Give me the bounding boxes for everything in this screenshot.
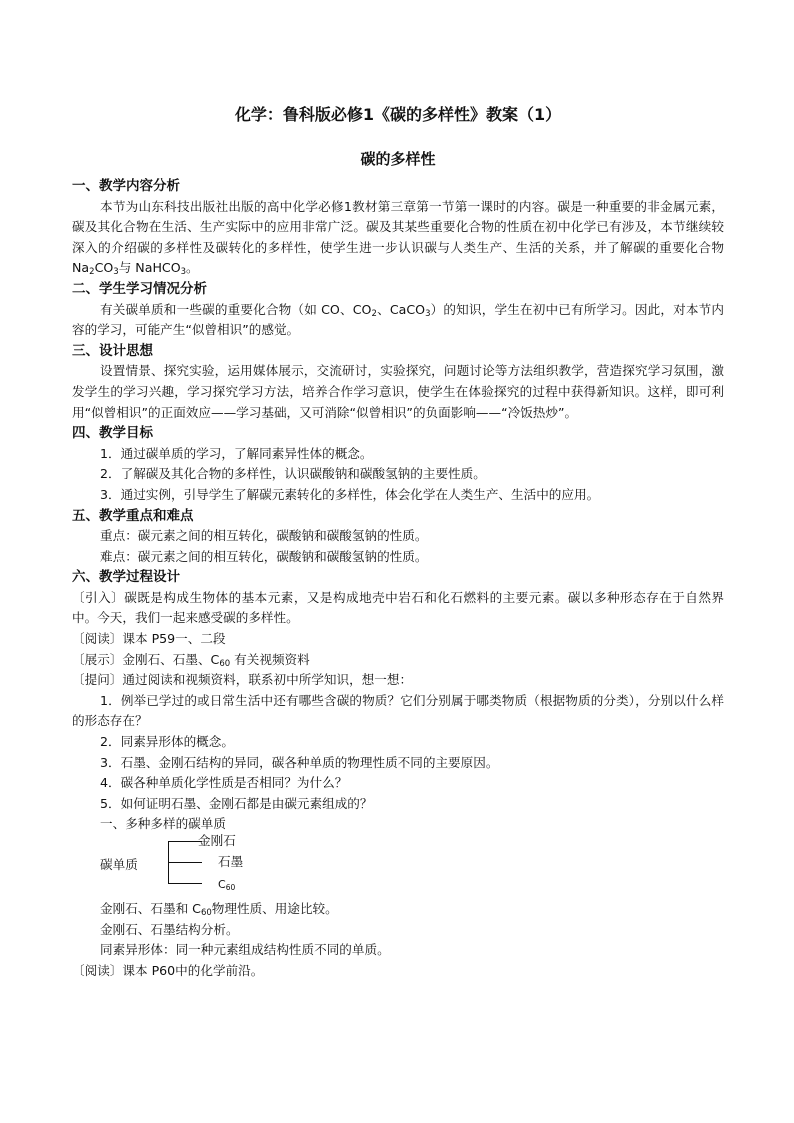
- section-heading-objectives: 四、教学目标: [72, 425, 153, 442]
- document-title: 化学：鲁科版必修1《碳的多样性》教案（1）: [234, 105, 562, 124]
- objective-item: 2．了解碳及其化合物的多样性，认识碳酸钠和碳酸氢钠的主要性质。: [100, 466, 486, 482]
- paragraph-content-analysis: 本节为山东科技出版社出版的高中化学必修1教材第三章第一节第一课时的内容。碳是一种重要的非金属元素，碳及其化合物在生活、生产实际中的应用非常广泛。碳及其某些重要化合物的性质在初中化学已有涉及，本节继续较深入的介绍碳的多样性及碳转化的多样性，使学生进一步认识碳与人类生产、生活的关系，并了解碳的重要化合物 $Na_2CO_3$与 NaHCO$_3$。: [72, 198, 724, 278]
- question-item: 1．例举已学过的或日常生活中还有哪些含碳的物质？它们分别属于哪类物质（根据物质的分类），分别以什么样的形态存在？: [72, 692, 724, 729]
- paragraph-student-analysis: 有关碳单质和一些碳的重要化合物（如 CO、$CO_2$、CaCO$_3$）的知识，学生在初中已有所学习。因此，对本节内容的学习，可能产生“似曾相识”的感觉。: [72, 301, 725, 338]
- tree-branch-line: [168, 883, 202, 884]
- question-item: 2．同素异形体的概念。: [100, 734, 234, 750]
- question-item: 4．碳各种单质化学性质是否相同？为什么？: [100, 775, 348, 791]
- process-read-1: 〔阅读〕课本 P59一、二段: [72, 631, 226, 647]
- section-heading-key-points: 五、教学重点和难点: [72, 507, 194, 524]
- process-line-definition: 同素异形体：同一种元素组成结构性质不同的单质。: [100, 942, 390, 958]
- tree-branch-line: [168, 841, 202, 842]
- key-point: 重点：碳元素之间的相互转化，碳酸钠和碳酸氢钠的性质。: [100, 528, 428, 544]
- document-subtitle: 碳的多样性: [360, 150, 436, 168]
- objective-item: 1．通过碳单质的学习，了解同素异性体的概念。: [100, 445, 373, 461]
- tree-root-label: 碳单质: [100, 857, 138, 872]
- carbon-allotrope-tree: [72, 835, 724, 899]
- tree-branch-graphite: 石墨: [218, 854, 244, 869]
- section-heading-design: 三、设计思想: [72, 342, 153, 359]
- section-heading-process: 六、教学过程设计: [72, 569, 180, 586]
- paragraph-design: 设置情景、探究实验，运用媒体展示，交流研讨，实验探究，问题讨论等方法组织教学，营造探究学习氛围，激发学生的学习兴趣，学习探究学习方法，培养合作学习意识，使学生在体验探究的过程中获得新知识。这样，即可利用“似曾相识”的正面效应——学习基础，又可消除“似曾相识”的负面影响——“冷饭热炒”。: [72, 363, 724, 420]
- section-heading-student-analysis: 二、学生学习情况分析: [72, 280, 207, 297]
- difficult-point: 难点：碳元素之间的相互转化，碳酸钠和碳酸氢钠的性质。: [100, 548, 428, 564]
- question-item: 3．石墨、金刚石结构的异同，碳各种单质的物理性质不同的主要原因。: [100, 754, 499, 770]
- process-show: 〔展示〕金刚石、石墨、$C_{60}$ 有关视频资料: [72, 651, 310, 669]
- process-ask: 〔提问〕通过阅读和视频资料，联系初中所学知识，想一想：: [72, 672, 413, 688]
- tree-branch-line: [168, 862, 202, 863]
- section-heading-content-analysis: 一、教学内容分析: [72, 178, 180, 194]
- process-read-2: 〔阅读〕课本 P60中的化学前沿。: [72, 962, 264, 978]
- process-intro: 〔引入〕碳既是构成生物体的基本元素，又是构成地壳中岩石和化石燃料的主要元素。碳以多种形态存在于自然界中。今天，我们一起来感受碳的多样性。: [72, 589, 724, 626]
- document-page: [72, 104, 724, 981]
- question-item: 5．如何证明石墨、金刚石都是由碳元素组成的？: [100, 795, 373, 811]
- objective-item: 3．通过实例，引导学生了解碳元素转化的多样性，体会化学在人类生产、生活中的应用。: [100, 486, 600, 502]
- process-line-compare: 金刚石、石墨和 $C_{60}$物理性质、用途比较。: [100, 901, 338, 918]
- subsection-heading-carbon-allotropes: 一、多种多样的碳单质: [100, 816, 226, 832]
- process-line-structure: 金刚石、石墨结构分析。: [100, 921, 239, 937]
- tree-branch-c60: $C_{60}$: [218, 878, 236, 892]
- tree-branch-diamond: 金刚石: [198, 833, 236, 848]
